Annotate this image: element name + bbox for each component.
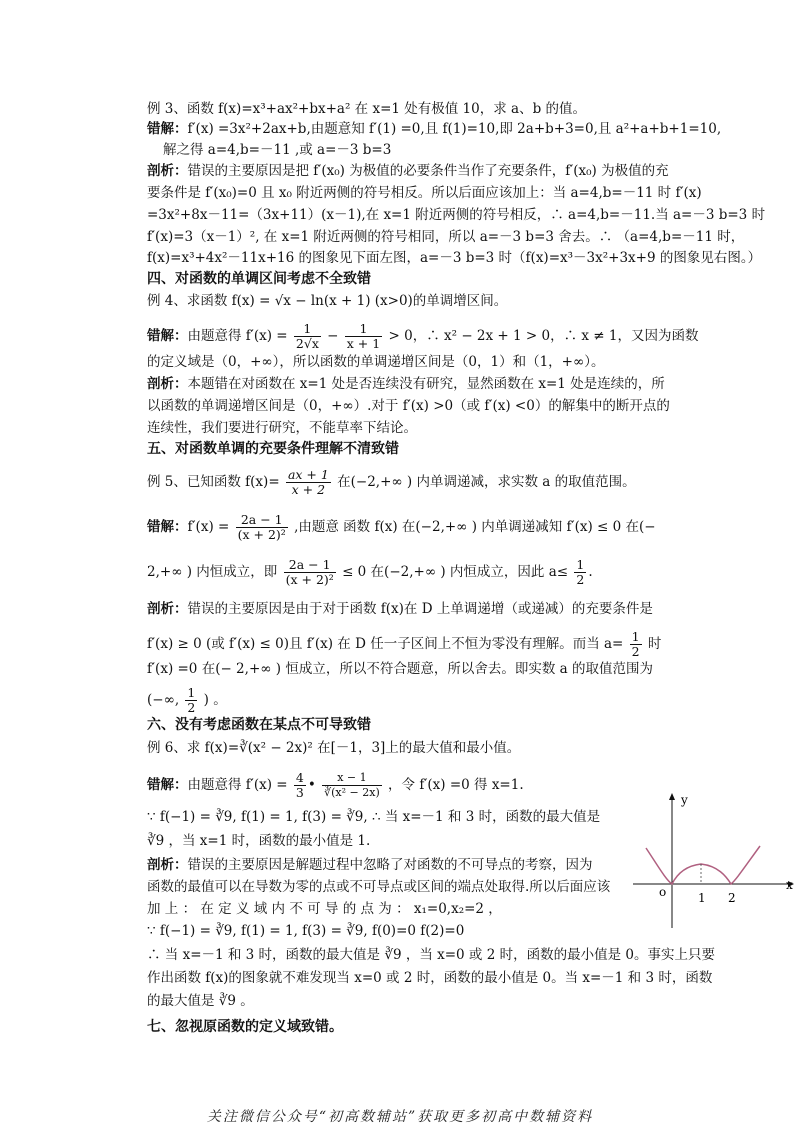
tick-2-label: 2 [728, 891, 736, 905]
analysis-3-line3: =3x²+8x－11=（3x+11）(x－1),在 x=1 附近两侧的符号相反，∴ a=4,b=－11.当 a=－3 b=3 时 [147, 207, 766, 223]
wrong-solution-text-tail: > 0，∴ x² − 2x + 1 > 0，∴ x ≠ 1，又因为函数 [388, 328, 699, 344]
wrong-solution-4 [147, 322, 698, 351]
analysis-4-line2: 以函数的单调递增区间是（0，+∞）.对于 f′(x) >0（或 f′(x) <0）的解集中的断开点的 [147, 398, 670, 414]
analysis-6-line6: 作出函数 f(x)的图象就不难发现当 x=0 或 2 时，函数的最小值是 0。当 x=－1 和 3 时，函数 [147, 970, 713, 986]
fraction-1-over-x-plus-1: $\frac{1}{x + 1}$ [346, 321, 381, 351]
analysis-label: 剖析： [147, 376, 188, 392]
analysis-4-line3: 连续性，我们要进行研究，不能草率下结论。 [147, 420, 417, 436]
analysis-6 [147, 856, 593, 874]
fraction-ax-plus-1-over-x-plus-2: $\frac{ax + 1}{x + 2}$ [287, 467, 329, 497]
fraction-one-half: $\frac{1}{2}$ [631, 629, 640, 659]
wrong-solution-label: 错解： [147, 519, 188, 535]
analysis-6-line3: 加 上 ： 在 定 义 域 内 不 可 导 的 点 为 ： x₁=0,x₂=2 ， [147, 901, 502, 917]
wrong-solution-text: 由题意得 f′(x) = [187, 328, 288, 344]
wrong-solution-4-line2: 的定义域是（0，+∞），所以函数的单调递增区间是（0，1）和（1，+∞）。 [147, 354, 605, 370]
wrong-solution-5: 错解：f′(x) = $\frac{2a - 1}{\text{(x + 2)²}}$ ,由题意 函数 f(x) 在(−2,+∞ ) 内单调递减知 f′(x) ≤ 0 在(− [147, 512, 656, 542]
example-4-statement: 例 4、求函数 f(x) = √x − ln(x + 1) (x>0)的单调增区间。 [147, 293, 508, 309]
analysis-5-line4: (−∞, $\frac{1}{2}$ ) 。 [147, 685, 227, 715]
analysis-text: 错误的主要原因是解题过程中忽略了对函数的不可导点的考察，因为 [187, 857, 593, 873]
minus-sign: − [327, 328, 339, 344]
wrong-solution-3 [147, 120, 721, 138]
fraction-x-minus-1-over-cuberoot: $\frac{x - 1}{\text{∛(x² − 2x)}}$ [324, 771, 380, 799]
analysis-5-line3: f′(x) =0 在(− 2,+∞ ) 恒成立，所以不符合题意，所以舍去。即实数 a 的取值范围为 [147, 661, 653, 677]
fraction-one-half: $\frac{1}{2}$ [187, 685, 196, 715]
y-axis-label: y [681, 793, 688, 807]
analysis-text: 本题错在对函数在 x=1 处是否连续没有研究，显然函数在 x=1 处是连续的，所 [187, 376, 665, 392]
analysis-5-line2: f′(x) ≥ 0 (或 f′(x) ≤ 0)且 f′(x) 在 D 任一子区间上不恒为零没有理解。而当 a= $\frac{1}{2}$ 时 [147, 629, 662, 659]
analysis-3-line2: 要条件是 f′(x₀)=0 且 x₀ 附近两侧的符号相反。所以后面应该加上：当 a=4,b=－11 时 f′(x) [147, 185, 702, 201]
section-6-heading: 六、没有考虑函数在某点不可导致错 [147, 717, 371, 733]
section-5-heading: 五、对函数单调的充要条件理解不清致错 [147, 441, 399, 457]
wrong-solution-3-result: 解之得 a=4,b=－11 ,或 a=－3 b=3 [163, 142, 392, 158]
function-graph [628, 790, 798, 930]
section-4-heading: 四、对函数的单调区间考虑不全致错 [147, 271, 371, 287]
analysis-4 [147, 375, 665, 393]
analysis-label: 剖析： [147, 163, 188, 179]
analysis-5 [147, 600, 653, 618]
wrong-solution-6-line2: ∵ f(−1) = ∛9, f(1) = 1, f(3) = ∛9, ∴ 当 x=－1 和 3 时，函数的最大值是 [147, 809, 601, 825]
example-6-statement: 例 6、求 f(x)=∛(x² − 2x)² 在[－1，3]上的最大值和最小值。 [147, 740, 521, 756]
analysis-6-line4: ∵ f(−1) = ∛9, f(1) = 1, f(3) = ∛9, f(0)=0 f(2)=0 [147, 923, 465, 939]
wrong-solution-label: 错解： [147, 777, 188, 793]
footer-note: 关注微信公众号“初高数辅站”获取更多初高中数辅资料 [206, 1109, 594, 1125]
analysis-3 [147, 162, 669, 180]
wrong-solution-label: 错解： [147, 328, 188, 344]
analysis-3-line5: f(x)=x³+4x²－11x+16 的图象见下面左图，a=－3 b=3 时（f(x)=x³－3x²+3x+9 的图象见右图。） [147, 250, 762, 266]
wrong-solution-label: 错解： [147, 121, 188, 137]
wrong-solution-5-line2: 2,+∞ ) 内恒成立，即 $\frac{2a - 1}{\text{(x + 2)²}}$ ≤ 0 在(−2,+∞ ) 内恒成立，因此 a≤ $\frac{1}{2}$ . [147, 557, 593, 587]
wrong-solution-6-line3: ∛9 ，当 x=1 时，函数的最小值是 1. [147, 833, 371, 849]
section-7-heading: 七、忽视原函数的定义域致错。 [147, 1019, 343, 1035]
analysis-6-line2: 函数的最值可以在导数为零的点或不可导点或区间的端点处取得.所以后面应该 [147, 879, 611, 895]
fraction-one-half: $\frac{1}{2}$ [576, 557, 585, 587]
analysis-6-line5: ∴ 当 x=－1 和 3 时，函数的最大值是 ∛9 ，当 x=0 或 2 时，函数的最小值是 0。事实上只要 [147, 947, 715, 963]
wrong-solution-text: f′(x) =3x²+2ax+b,由题意知 f′(1) =0,且 f(1)=10,即 2a+b+3=0,且 a²+a+b+1=10, [187, 121, 722, 137]
fraction-derivative: $\frac{2a - 1}{\text{(x + 2)²}}$ [237, 512, 286, 542]
analysis-label: 剖析： [147, 601, 188, 617]
fraction-1-over-2sqrtx: $\frac{1}{2√x}$ [295, 321, 319, 351]
function-curve [646, 846, 760, 884]
analysis-3-line4: f′(x)=3（x－1）², 在 x=1 附近两侧的符号相同，所以 a=－3 b=3 舍去。∴ （a=4,b=－11 时， [147, 229, 745, 245]
analysis-label: 剖析： [147, 857, 188, 873]
x-axis-label: x [786, 878, 793, 892]
example-3-statement: 例 3、函数 f(x)=x³+ax²+bx+a² 在 x=1 处有极值 10，求 a、b 的值。 [147, 101, 587, 117]
fraction-derivative: $\frac{2a - 1}{\text{(x + 2)²}}$ [285, 557, 334, 587]
example-5-statement: 例 5、已知函数 f(x)= $\frac{ax + 1}{x + 2}$ 在(−2,+∞ ) 内单调递减，求实数 a 的取值范围。 [147, 467, 636, 497]
fraction-four-thirds: $\frac{4}{3}$ [295, 770, 304, 800]
analysis-6-line7: 的最大值是 ∛9 。 [147, 993, 254, 1009]
wrong-solution-6: 错解：由题意得 f′(x) = $\frac{4}{3}$ • $\frac{x - 1}{\text{∛(x² − 2x)}}$ ，令 f′(x) =0 得 x=1. [147, 770, 524, 800]
tick-1-label: 1 [698, 891, 706, 905]
y-axis-arrow [669, 793, 675, 800]
origin-label: o [659, 885, 667, 899]
analysis-text: 错误的主要原因是把 f′(x₀) 为极值的必要条件当作了充要条件，f′(x₀) 为极值的充 [187, 163, 669, 179]
analysis-text: 错误的主要原因是由于对于函数 f(x)在 D 上单调递增（或递减）的充要条件是 [187, 601, 653, 617]
